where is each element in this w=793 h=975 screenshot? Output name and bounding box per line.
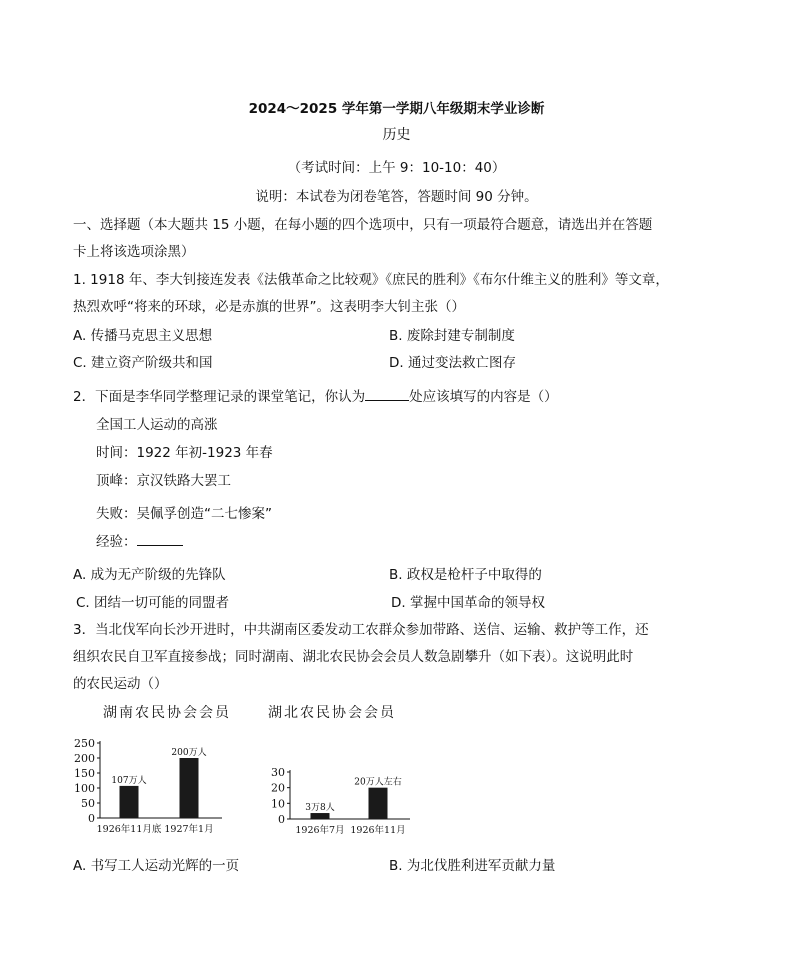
- chart2-category-label: 1926年7月: [295, 825, 345, 836]
- chart1-y-tick-label: 200: [74, 752, 95, 765]
- q2-note-peak: 顶峰：京汉铁路大罢工: [96, 473, 231, 489]
- chart2-category-label: 1926年11月: [350, 825, 406, 836]
- q3-stem-line1: 3．当北伐军向长沙开进时，中共湖南区委发动工农群众参加带路、送信、运输、救护等工作，还: [73, 622, 649, 638]
- chart2-data-label: 3万8人: [305, 803, 335, 814]
- q3-stem-line2: 组织农民自卫军直接参战；同时湖南、湖北农民协会会员人数急剧攀升（如下表）。这说明此时: [73, 649, 634, 665]
- q2-note-time: 时间：1922 年初-1923 年春: [96, 445, 273, 461]
- chart2-data-label: 20万人左右: [354, 777, 402, 788]
- chart1-svg: [72, 735, 232, 840]
- chart1-y-tick-label: 100: [74, 782, 95, 795]
- q2-stem-prefix: 2．下面是李华同学整理记录的课堂笔记，你认为: [73, 389, 366, 405]
- chart1-category-label: 1927年1月: [164, 824, 214, 835]
- q2-stem: [73, 385, 558, 405]
- chart2-bar: [311, 813, 330, 819]
- section-heading-line2: 卡上将该选项涂黑）: [73, 244, 195, 260]
- q2-note-experience-label: 经验：: [96, 534, 137, 550]
- chart2-y-tick-label: 20: [271, 781, 285, 795]
- q1-option-c[interactable]: C. 建立资产阶级共和国: [73, 355, 213, 371]
- chart1-y-tick-label: 0: [88, 812, 95, 825]
- exam-subject: 历史: [382, 127, 411, 143]
- exam-title: 2024～2025 学年第一学期八年级期末学业诊断: [248, 101, 545, 117]
- q2-blank: [365, 388, 409, 401]
- q3-option-a[interactable]: A. 书写工人运动光辉的一页: [73, 858, 240, 874]
- chart1-bar: [120, 786, 139, 818]
- exam-note: 说明：本试卷为闭卷笔答，答题时间 90 分钟。: [255, 189, 538, 205]
- q2-stem-suffix: 处应该填写的内容是（）: [409, 389, 558, 405]
- q1-stem-line1: 1. 1918 年、李大钊接连发表《法俄革命之比较观》《庶民的胜利》《布尔什维主义的胜利》等文章，: [73, 272, 669, 288]
- q1-option-d[interactable]: D. 通过变法救亡图存: [389, 355, 516, 371]
- chart2-y-tick-label: 0: [278, 813, 285, 826]
- q2-note-experience: [96, 530, 183, 550]
- section-heading-line1: 一、选择题（本大题共 15 小题，在每小题的四个选项中，只有一项最符合题意，请选出并在答题: [73, 217, 653, 233]
- chart1-y-tick-label: 150: [74, 767, 95, 780]
- q1-option-b[interactable]: B. 废除封建专制制度: [389, 328, 515, 344]
- q3-option-b[interactable]: B. 为北伐胜利进军贡献力量: [389, 858, 556, 874]
- chart1-y-tick-label: 250: [74, 737, 95, 750]
- q2-experience-blank: [137, 533, 183, 546]
- q2-option-b[interactable]: B. 政权是枪杆子中取得的: [389, 567, 542, 583]
- q2-note-failure: 失败：吴佩孚创造“二七惨案”: [96, 506, 272, 522]
- chart2-bar: [369, 788, 388, 819]
- chart2-title: 湖北农民协会会员: [268, 705, 396, 721]
- q1-option-a[interactable]: A. 传播马克思主义思想: [73, 328, 213, 344]
- q2-option-a[interactable]: A. 成为无产阶级的先锋队: [73, 567, 226, 583]
- q2-option-d[interactable]: D. 掌握中国革命的领导权: [391, 595, 545, 611]
- chart1-bar: [180, 758, 199, 818]
- chart2-y-tick-label: 30: [271, 766, 285, 779]
- chart2-svg: [270, 760, 420, 840]
- q3-stem-line3: 的农民运动（）: [73, 676, 168, 692]
- chart1-y-tick-label: 50: [81, 797, 95, 810]
- chart1-data-label: 107万人: [111, 775, 147, 786]
- chart2-y-tick-label: 10: [271, 797, 285, 811]
- chart1-data-label: 200万人: [171, 748, 207, 758]
- q2-note-title: 全国工人运动的高涨: [96, 417, 218, 433]
- chart1-category-label: 1926年11月底: [96, 824, 162, 835]
- q1-stem-line2: 热烈欢呼“将来的环球，必是赤旗的世界”。这表明李大钊主张（）: [73, 299, 465, 315]
- q2-option-c[interactable]: C. 团结一切可能的同盟者: [76, 595, 230, 611]
- exam-time: （考试时间：上午 9：10-10：40）: [287, 160, 506, 176]
- chart1-title: 湖南农民协会会员: [103, 705, 231, 721]
